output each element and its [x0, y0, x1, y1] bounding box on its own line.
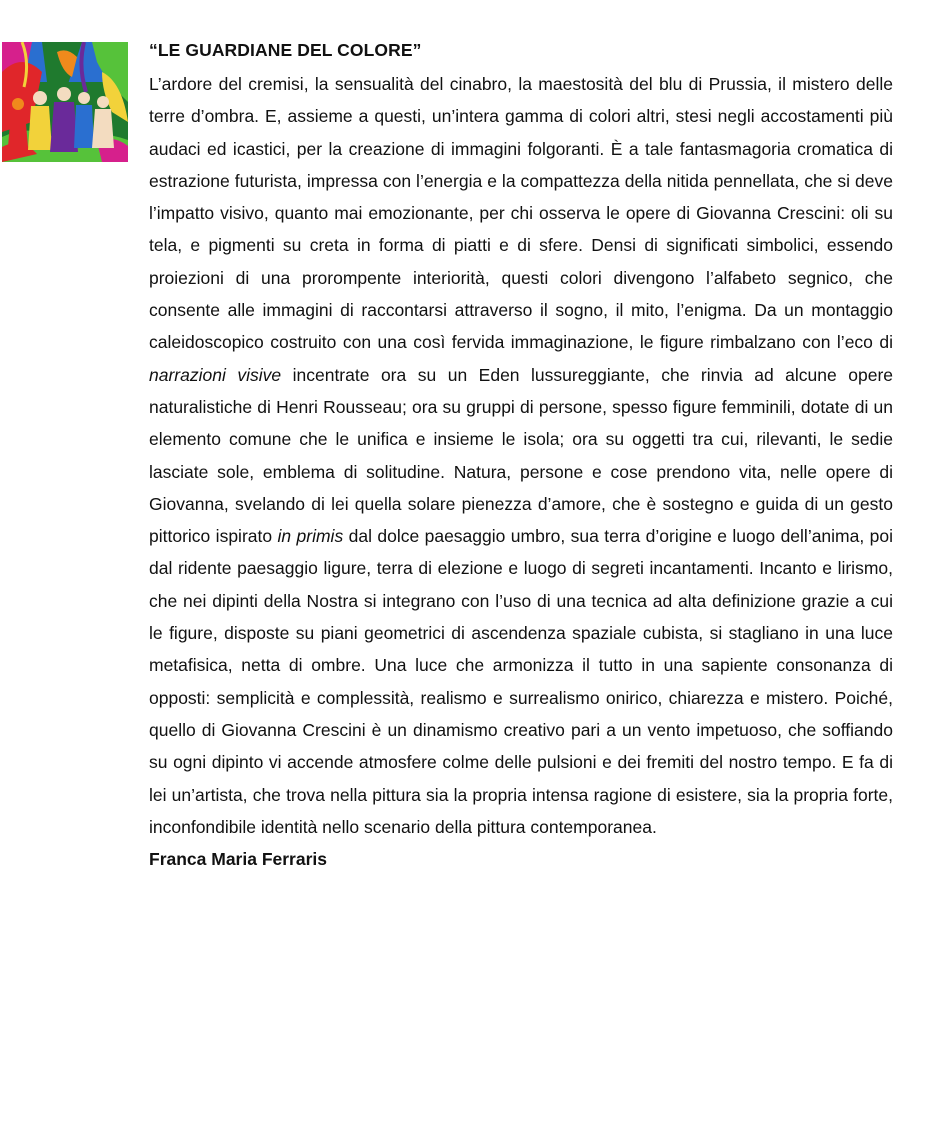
article: [149, 36, 893, 875]
body-segment: L’ardore del cremisi, la sensualità del cinabro, la maestosità del blu di Prussia, il mistero delle terre d’ombra. E, assieme a questi, un’intera gamma di colori altri, stesi negli accostamenti più audaci ed icastici, per la creazione di immagini folgoranti. È a tale fantasmagoria cromatica di estrazione futurista, impressa con l’energia e la compattezza della nitida pennellata, che si deve l’impatto visivo, quanto mai emozionante, per chi osserva le opere di Giovanna Crescini: oli su tela, e pigmenti su creta in forma di piatti e di sfere. Densi di significati simbolici, essendo proiezioni di una prorompente interiorità, questi colori divengono l’alfabeto segnico, che consente alle immagini di raccontarsi attraverso il sogno, il mito, l’enigma. Da un montaggio caleidoscopico costruito con una così fervida immaginazione, le figure rimbalzano con l’eco di: [149, 74, 893, 353]
body-segment: dal dolce paesaggio umbro, sua terra d’origine e luogo dell’anima, poi dal ridente paesaggio ligure, terra di elezione e luogo di segreti incantamenti. Incanto e lirismo, che nei dipinti della Nostra si integrano con l’uso di una tecnica ad alta definizione grazie a cui le figure, disposte su piani geometrici di ascendenza spaziale cubista, si stagliano in una luce metafisica, netta di ombre. Una luce che armonizza il tutto in una sapiente consonanza di opposti: semplicità e complessità, realismo e surrealismo onirico, chiarezza e mistero. Poiché, quello di Giovanna Crescini è un dinamismo creativo pari a un vento impetuoso, che soffiando su ogni dipinto vi accende atmosfere colme delle pulsioni e dei fremiti del nostro tempo. E fa di lei un’artista, che trova nella pittura sia la propria intensa ragione di esistere, sia la propria forte, inconfondibile identità nello scenario della pittura contemporanea.: [149, 526, 893, 837]
painting-image: [2, 42, 128, 162]
body-segment-italic: narrazioni visive: [149, 364, 282, 385]
article-body: [149, 68, 893, 843]
body-segment-italic: in primis: [277, 526, 344, 547]
author-signature: Franca Maria Ferraris: [149, 849, 328, 870]
painting-thumbnail: [2, 42, 128, 162]
article-title: “LE GUARDIANE DEL COLORE”: [149, 40, 422, 60]
body-segment: incentrate ora su un Eden lussureggiante, che rinvia ad alcune opere naturalistiche di Henri Rousseau; ora su gruppi di persone, spesso figure femminili, dotate di un elemento comune che le unifica e insieme le isola; ora su oggetti tra cui, rilevanti, le sedie lasciate sole, emblema di solitudine. Natura, persone e cose prendono vita, nelle opere di Giovanna, svelando di lei quella solare pienezza d’amore, che è sostegno e guida di un gesto pittorico ispirato: [149, 364, 894, 547]
